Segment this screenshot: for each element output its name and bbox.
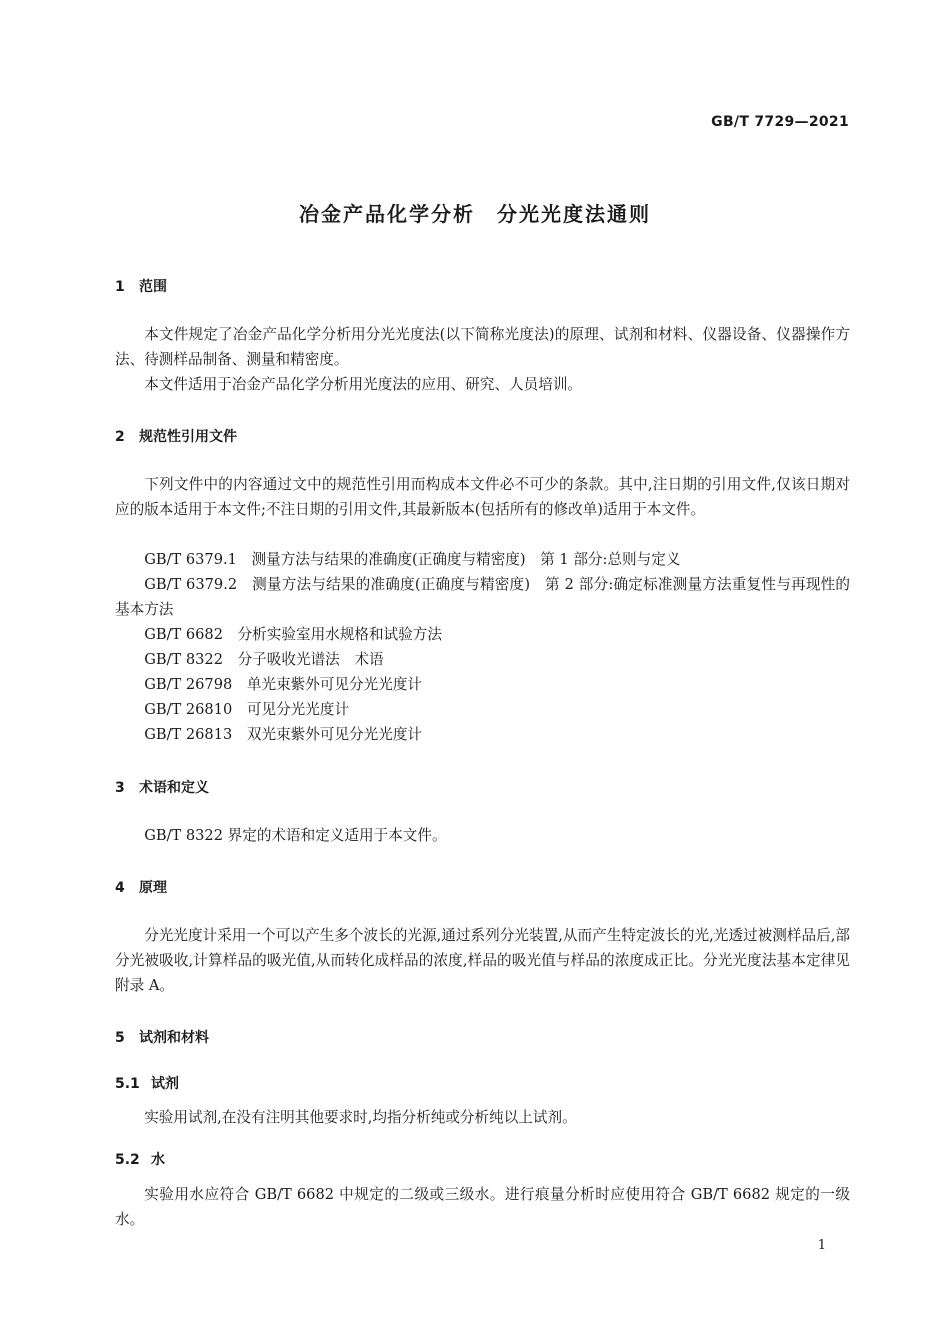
- section-title: 术语和定义: [139, 780, 209, 796]
- section-title: 规范性引用文件: [139, 429, 237, 445]
- document-title: 冶金产品化学分析 分光光度法通则: [299, 202, 651, 226]
- reference-item: GB/T 26810 可见分光光度计: [144, 701, 350, 718]
- page-number: 1: [817, 1238, 826, 1253]
- section-number: 5: [115, 1030, 125, 1046]
- section-title: 试剂和材料: [139, 1030, 209, 1046]
- section-number: 3: [115, 780, 125, 796]
- section-number: 1: [115, 279, 125, 295]
- section-number: 4: [115, 880, 125, 896]
- reference-item: GB/T 6682 分析实验室用水规格和试验方法: [144, 626, 442, 643]
- section-5-1-paragraph: 实验用试剂,在没有注明其他要求时,均指分析纯或分析纯以上试剂。: [144, 1109, 577, 1126]
- section-1-paragraph-1: 本文件规定了冶金产品化学分析用分光光度法(以下简称光度法)的原理、试剂和材料、仪器设备、仪器操作方法、待测样品制备、测量和精密度。: [115, 326, 850, 368]
- section-1-paragraph-2: 本文件适用于冶金产品化学分析用光度法的应用、研究、人员培训。: [144, 376, 583, 393]
- section-3-heading: [115, 777, 209, 797]
- section-5-2-paragraph: 实验用水应符合 GB/T 6682 中规定的二级或三级水。进行痕量分析时应使用符合 GB/T 6682 规定的一级水。: [115, 1186, 850, 1228]
- section-2-intro: 下列文件中的内容通过文中的规范性引用而构成本文件必不可少的条款。其中,注日期的引用文件,仅该日期对应的版本适用于本文件;不注日期的引用文件,其最新版本(包括所有的修改单)适用于本文件。: [115, 476, 850, 518]
- section-number: 5.1: [115, 1076, 140, 1092]
- section-3-paragraph: GB/T 8322 界定的术语和定义适用于本文件。: [144, 827, 447, 844]
- section-title: 试剂: [151, 1076, 179, 1092]
- reference-item: GB/T 26813 双光束紫外可见分光光度计: [144, 726, 423, 743]
- section-1-heading: [115, 276, 167, 296]
- reference-item: GB/T 26798 单光束紫外可见分光光度计: [144, 676, 423, 693]
- reference-item: GB/T 6379.1 测量方法与结果的准确度(正确度与精密度) 第 1 部分:总则与定义: [144, 551, 681, 568]
- section-title: 范围: [139, 279, 167, 295]
- section-5-1-heading: [115, 1073, 179, 1093]
- section-4-paragraph: 分光光度计采用一个可以产生多个波长的光源,通过系列分光装置,从而产生特定波长的光,光透过被测样品后,部分光被吸收,计算样品的吸光值,从而转化成样品的浓度,样品的吸光值与样品的浓度成正比。分光光度法基本定律见附录 A。: [115, 927, 850, 994]
- section-title: 水: [151, 1152, 165, 1168]
- reference-item: GB/T 8322 分子吸收光谱法 术语: [144, 651, 384, 668]
- section-2-heading: [115, 426, 237, 446]
- section-5-heading: [115, 1027, 209, 1047]
- reference-item: GB/T 6379.2 测量方法与结果的准确度(正确度与精密度) 第 2 部分:确定标准测量方法重复性与再现性的基本方法: [115, 576, 850, 618]
- section-4-heading: [115, 877, 167, 897]
- section-title: 原理: [139, 880, 167, 896]
- section-number: 5.2: [115, 1152, 140, 1168]
- section-5-2-heading: [115, 1149, 165, 1169]
- section-number: 2: [115, 429, 125, 445]
- standard-number: GB/T 7729—2021: [711, 114, 849, 130]
